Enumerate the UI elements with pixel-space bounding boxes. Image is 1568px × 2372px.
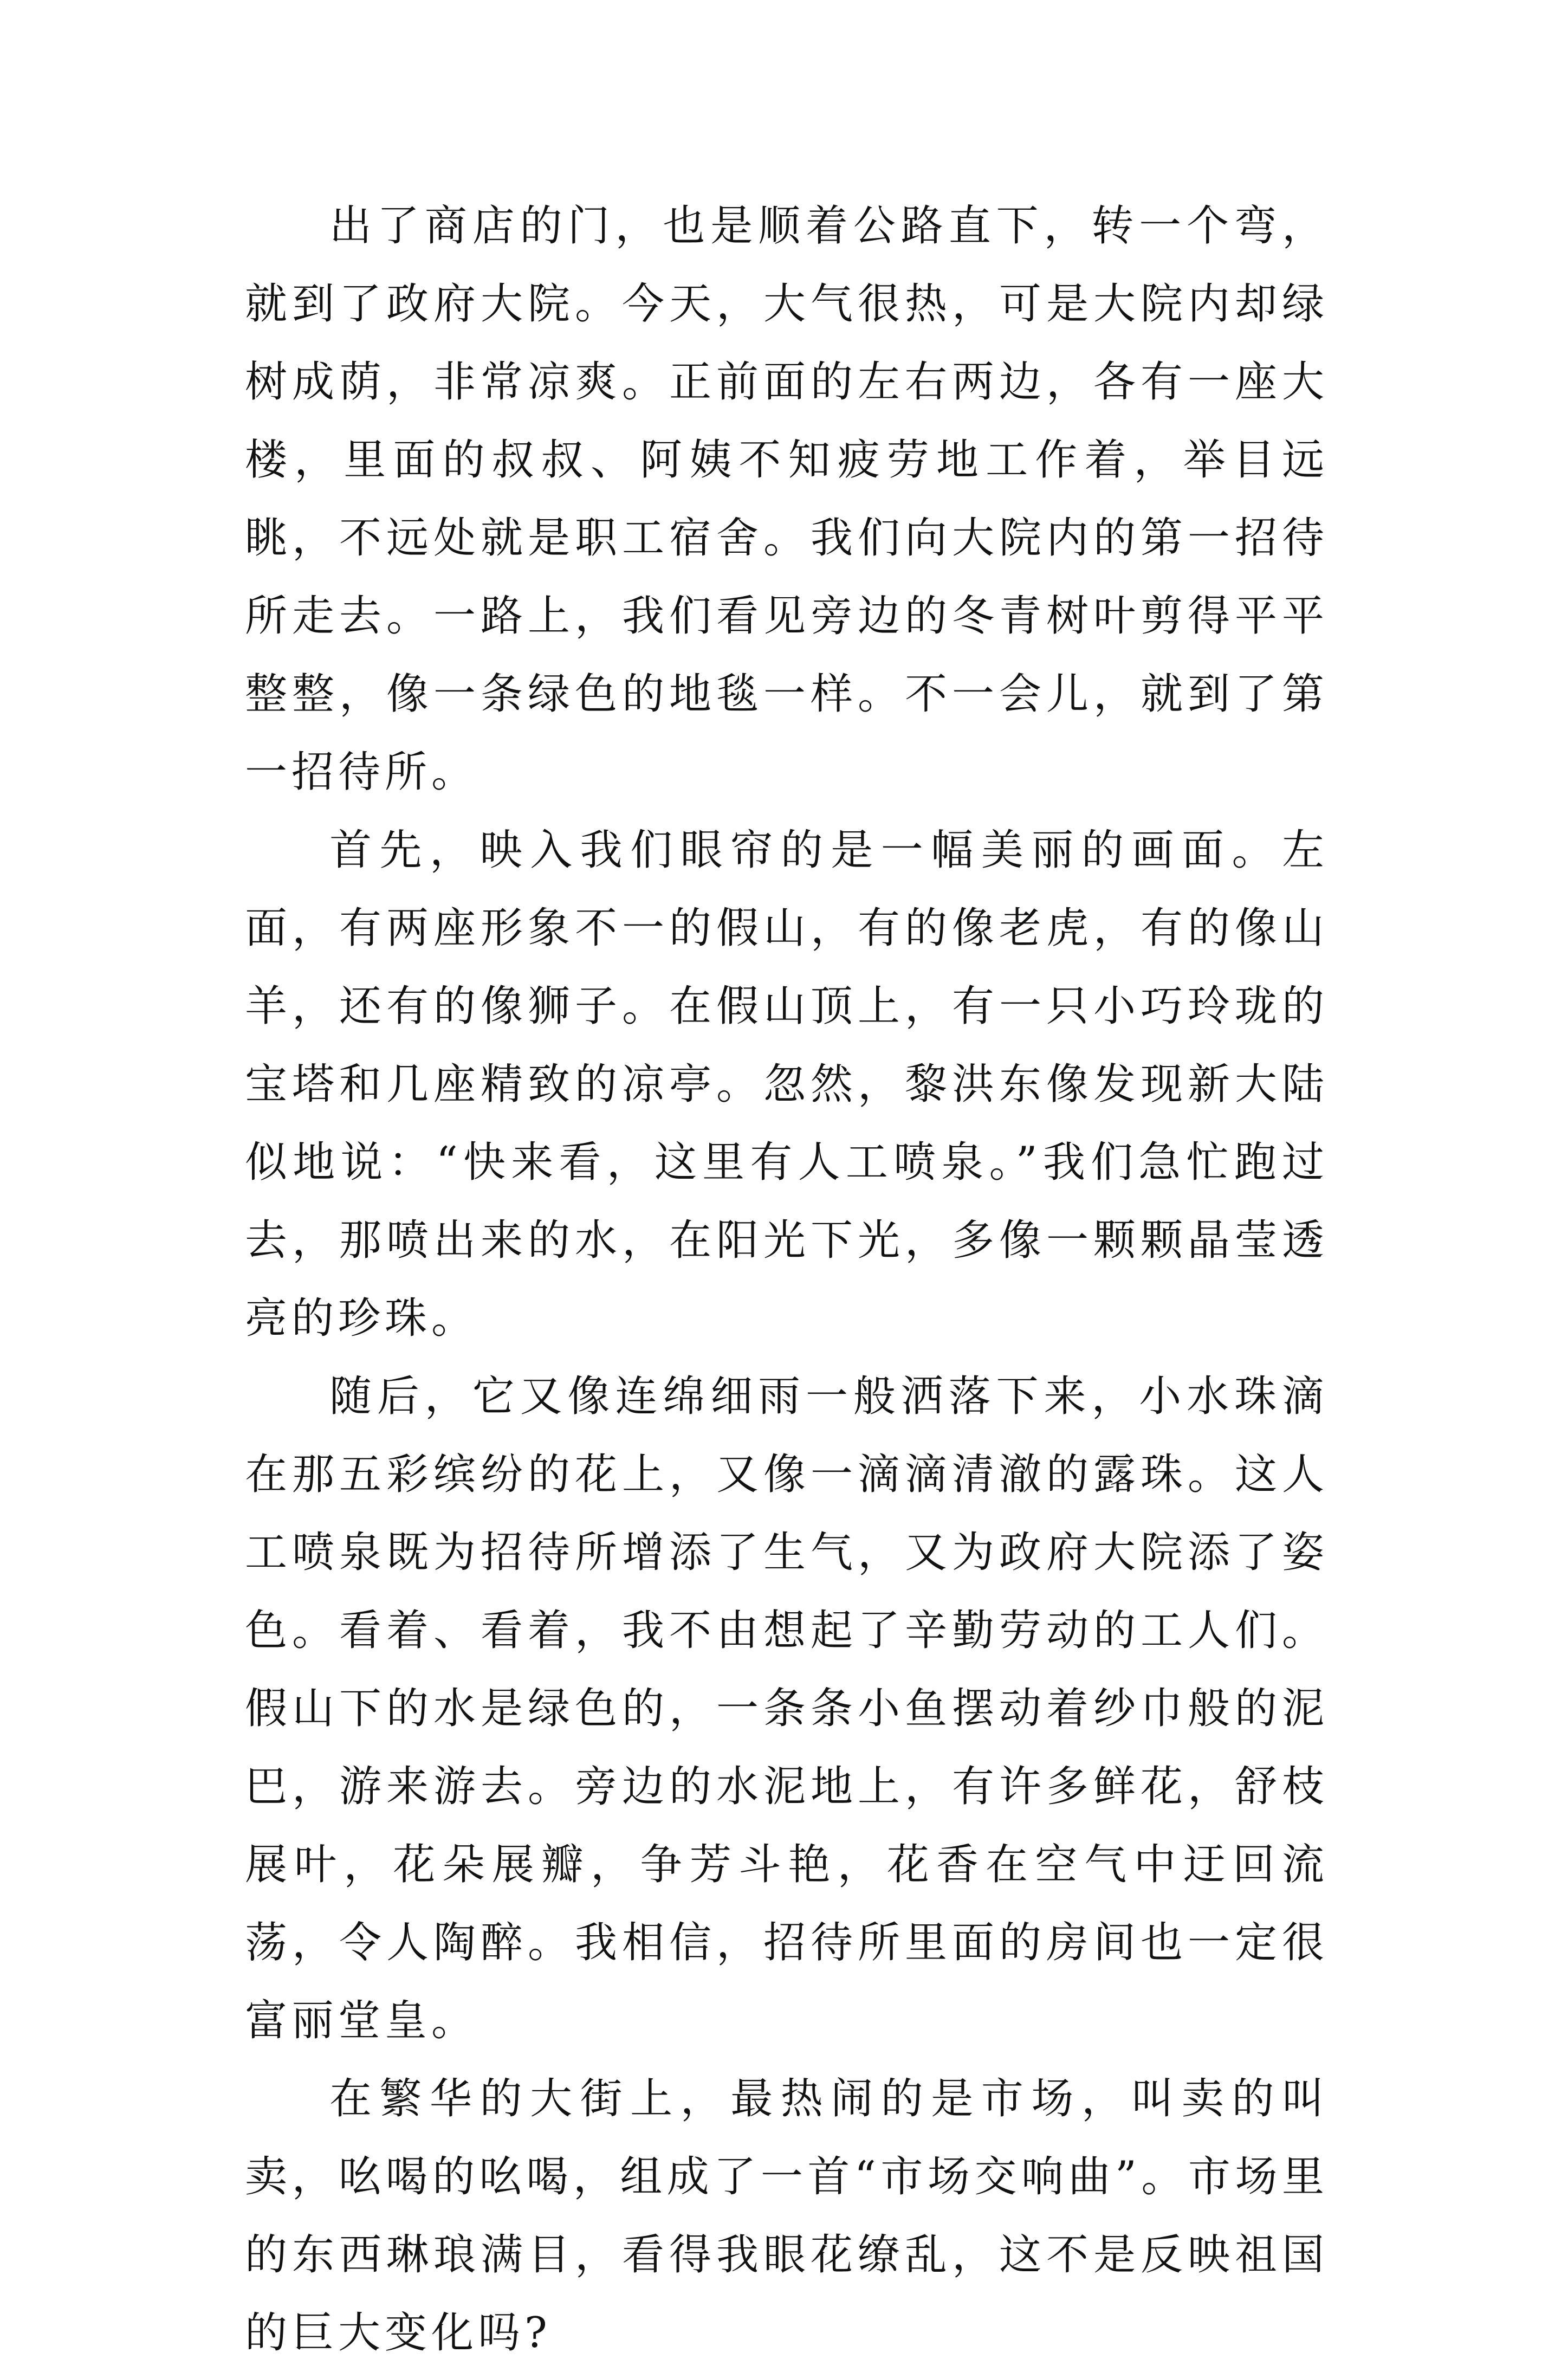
paragraph-2: 首先，映入我们眼帘的是一幅美丽的画面。左面，有两座形象不一的假山，有的像老虎，有的像山羊，还有的像狮子。在假山顶上，有一只小巧玲珑的宝塔和几座精致的凉亭。忽然，黎洪东像发现新大陆似地说：“快来看，这里有人工喷泉。”我们急忙跑过去，那喷出来的水，在阳光下光，多像一颗颗晶莹透亮的珍珠。 [245, 826, 1329, 1343]
paragraph-3: 随后，它又像连绵细雨一般洒落下来，小水珠滴在那五彩缤纷的花上，又像一滴滴清澈的露珠。这人工喷泉既为招待所增添了生气，又为政府大院添了姿色。看着、看着，我不由想起了辛勤劳动的工人们。假山下的水是绿色的，一条条小鱼摆动着纱巾般的泥巴，游来游去。旁边的水泥地上，有许多鲜花，舒枝展叶，花朵展瓣，争芳斗艳，花香在空气中迂回流荡，令人陶醉。我相信，招待所里面的房间也一定很富丽堂皇。 [245, 1372, 1329, 2045]
document-body [245, 187, 1329, 2372]
paragraph-4: 在繁华的大街上，最热闹的是市场，叫卖的叫卖，吆喝的吆喝，组成了一首“市场交响曲”。市场里的东西琳琅满目，看得我眼花缭乱，这不是反映祖国的巨大变化吗? [245, 2074, 1329, 2357]
paragraph-1: 出了商店的门，也是顺着公路直下，转一个弯，就到了政府大院。今天，大气很热，可是大院内却绿树成荫，非常凉爽。正前面的左右两边，各有一座大楼，里面的叔叔、阿姨不知疲劳地工作着，举目远眺，不远处就是职工宿舍。我们向大院内的第一招待所走去。一路上，我们看见旁边的冬青树叶剪得平平整整，像一条绿色的地毯一样。不一会儿，就到了第一招待所。 [245, 202, 1329, 797]
